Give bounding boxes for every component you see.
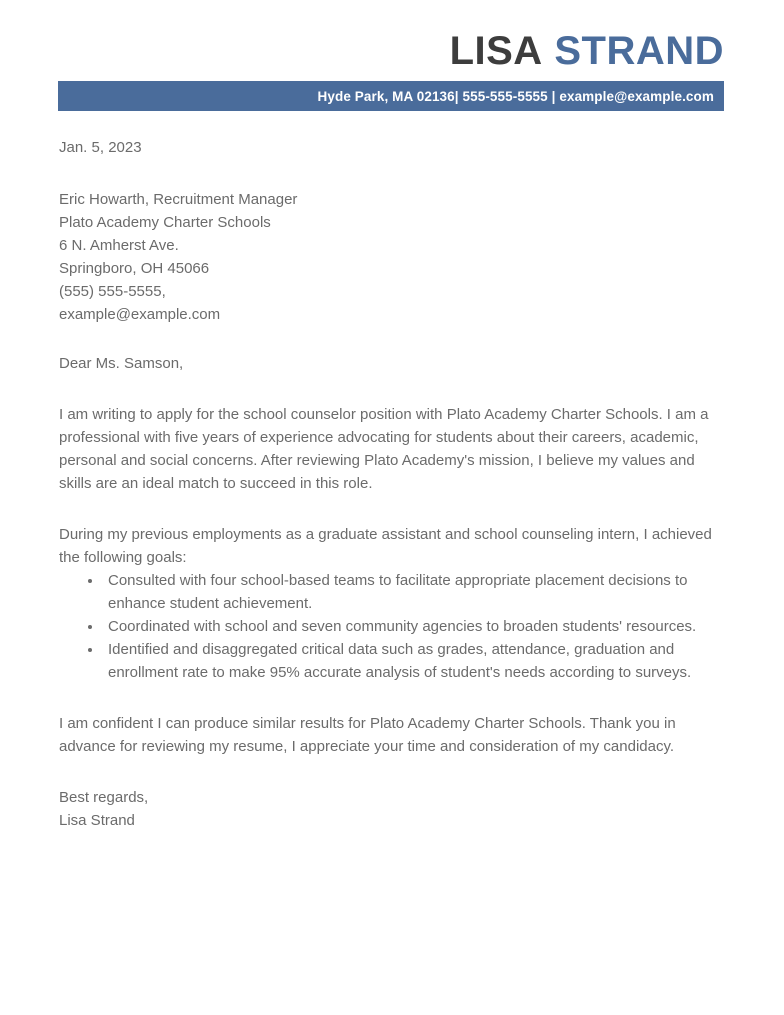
signoff-block (59, 786, 722, 832)
list-item-text: Coordinated with school and seven community agencies to broaden students' resources. (108, 618, 697, 635)
body-paragraph-1: I am writing to apply for the school counselor position with Plato Academy Charter Schools. I am a professional with five years of experience advocating for students about their careers, academic, personal and social concerns. After reviewing Plato Academy's mission, I believe my values and skills are an ideal match to succeed in this role. (59, 406, 709, 492)
contact-details: Hyde Park, MA 02136| 555-555-5555 | example@example.com (317, 88, 714, 104)
recipient-line: 6 N. Amherst Ave. (59, 237, 179, 254)
contact-bar (58, 81, 724, 111)
salutation: Dear Ms. Samson, (59, 355, 184, 372)
recipient-line: example@example.com (59, 306, 221, 323)
list-item (59, 638, 722, 684)
applicant-first-name: LISA (449, 29, 543, 73)
achievements-list (59, 569, 722, 684)
recipient-line: Eric Howarth, Recruitment Manager (59, 191, 298, 208)
bullet-icon (88, 648, 92, 652)
letterhead (58, 28, 724, 111)
list-item (59, 615, 722, 638)
bullet-icon (88, 625, 92, 629)
recipient-line: (555) 555-5555, (59, 283, 166, 300)
list-item (59, 569, 722, 615)
letter-body (59, 136, 722, 832)
closing-phrase: Best regards, (59, 789, 149, 806)
list-item-text: Identified and disaggregated critical data such as grades, attendance, graduation and enrollment rate to make 95% accurate analysis of student's needs according to surveys. (108, 641, 692, 681)
recipient-line: Springboro, OH 45066 (59, 260, 210, 277)
signature-name: Lisa Strand (59, 812, 135, 829)
recipient-line: Plato Academy Charter Schools (59, 214, 271, 231)
body-paragraph-3: I am confident I can produce similar results for Plato Academy Charter Schools. Thank you in advance for reviewing my resume, I appreciate your time and consideration of my candidacy. (59, 715, 676, 755)
list-item-text: Consulted with four school-based teams to facilitate appropriate placement decisions to enhance student achievement. (108, 572, 688, 612)
body-paragraph-2: During my previous employments as a graduate assistant and school counseling intern, I achieved the following goals: (59, 526, 712, 566)
recipient-address (59, 188, 722, 326)
bullet-icon (88, 579, 92, 583)
applicant-last-name: STRAND (554, 29, 724, 73)
letter-date: Jan. 5, 2023 (59, 139, 142, 156)
applicant-name (58, 28, 724, 74)
